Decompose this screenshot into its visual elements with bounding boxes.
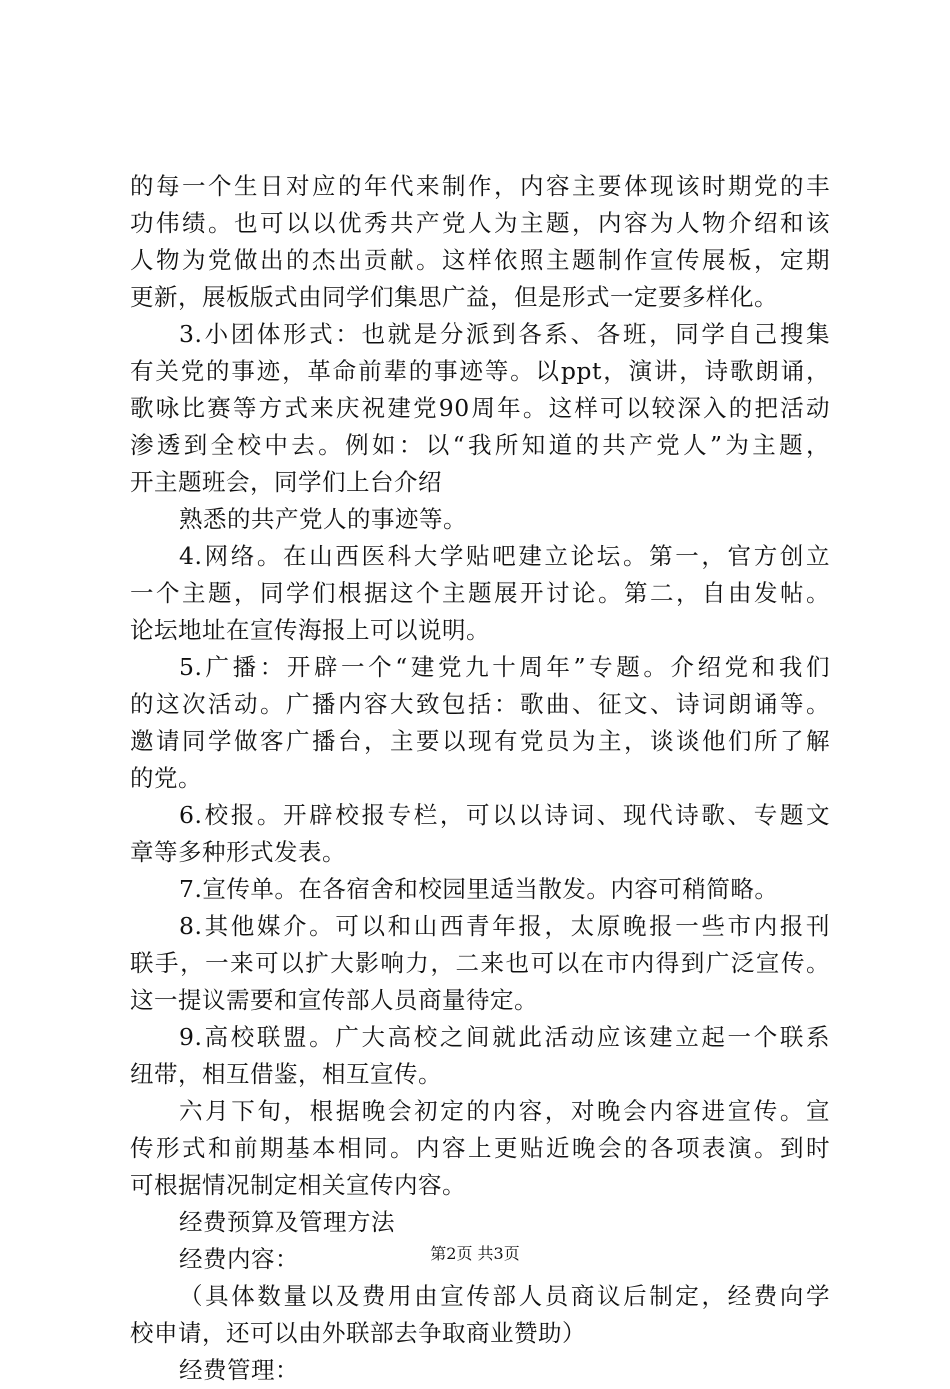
text-line: 这一提议需要和宣传部人员商量待定。 — [130, 986, 538, 1014]
text-line: 论坛地址在宣传海报上可以说明。 — [130, 616, 490, 644]
text-line: 熟悉的共产党人的事迹等。 — [179, 505, 467, 533]
text-line: 六月下旬，根据晚会初定的内容，对晚会内容进宣传。宣 — [179, 1097, 830, 1125]
text-line: 经费预算及管理方法 — [179, 1208, 395, 1236]
text-line: 校申请，还可以由外联部去争取商业赞助） — [130, 1319, 586, 1347]
text-line: 歌咏比赛等方式来庆祝建党90周年。这样可以较深入的把活动 — [130, 394, 830, 422]
text-line: 5.广播：开辟一个“建党九十周年”专题。介绍党和我们 — [179, 653, 830, 681]
text-line: 有关党的事迹，革命前辈的事迹等。以ppt，演讲，诗歌朗诵， — [130, 357, 830, 385]
text-line: 更新，展板版式由同学们集思广益，但是形式一定要多样化。 — [130, 283, 778, 311]
page-footer: 第2页 共3页 — [430, 1244, 520, 1263]
text-line: 开主题班会，同学们上台介绍 — [130, 468, 442, 496]
text-line: 章等多种形式发表。 — [130, 838, 346, 866]
text-line: 功伟绩。也可以以优秀共产党人为主题，内容为人物介绍和该 — [130, 209, 830, 237]
document-body — [130, 168, 830, 1389]
text-line: 的每一个生日对应的年代来制作，内容主要体现该时期党的丰 — [130, 172, 830, 200]
text-line: 9.高校联盟。广大高校之间就此活动应该建立起一个联系 — [179, 1023, 830, 1051]
text-line: 纽带，相互借鉴，相互宣传。 — [130, 1060, 442, 1088]
text-line: 可根据情况制定相关宣传内容。 — [130, 1171, 466, 1199]
text-line: 4.网络。在山西医科大学贴吧建立论坛。第一，官方创立 — [179, 542, 830, 570]
text-line: 6.校报。开辟校报专栏，可以以诗词、现代诗歌、专题文 — [179, 801, 830, 829]
text-line: 的这次活动。广播内容大致包括：歌曲、征文、诗词朗诵等。 — [130, 690, 830, 718]
text-line: 经费内容： — [179, 1245, 299, 1273]
text-line: 渗透到全校中去。例如：以“我所知道的共产党人”为主题， — [130, 431, 830, 459]
text-line: （具体数量以及费用由宣传部人员商议后制定，经费向学 — [179, 1282, 830, 1310]
text-line: 一个主题，同学们根据这个主题展开讨论。第二，自由发帖。 — [130, 579, 830, 607]
text-line: 3.小团体形式：也就是分派到各系、各班，同学自己搜集 — [179, 320, 830, 348]
text-line: 人物为党做出的杰出贡献。这样依照主题制作宣传展板，定期 — [130, 246, 830, 274]
text-line: 经费管理： — [179, 1356, 299, 1384]
text-line: 8.其他媒介。可以和山西青年报，太原晚报一些市内报刊 — [179, 912, 830, 940]
text-line: 联手，一来可以扩大影响力，二来也可以在市内得到广泛宣传。 — [130, 949, 830, 977]
text-line: 的党。 — [130, 764, 202, 792]
text-line: 7.宣传单。在各宿舍和校园里适当散发。内容可稍简略。 — [179, 875, 779, 903]
text-line: 邀请同学做客广播台，主要以现有党员为主，谈谈他们所了解 — [130, 727, 830, 755]
text-line: 传形式和前期基本相同。内容上更贴近晚会的各项表演。到时 — [130, 1134, 830, 1162]
